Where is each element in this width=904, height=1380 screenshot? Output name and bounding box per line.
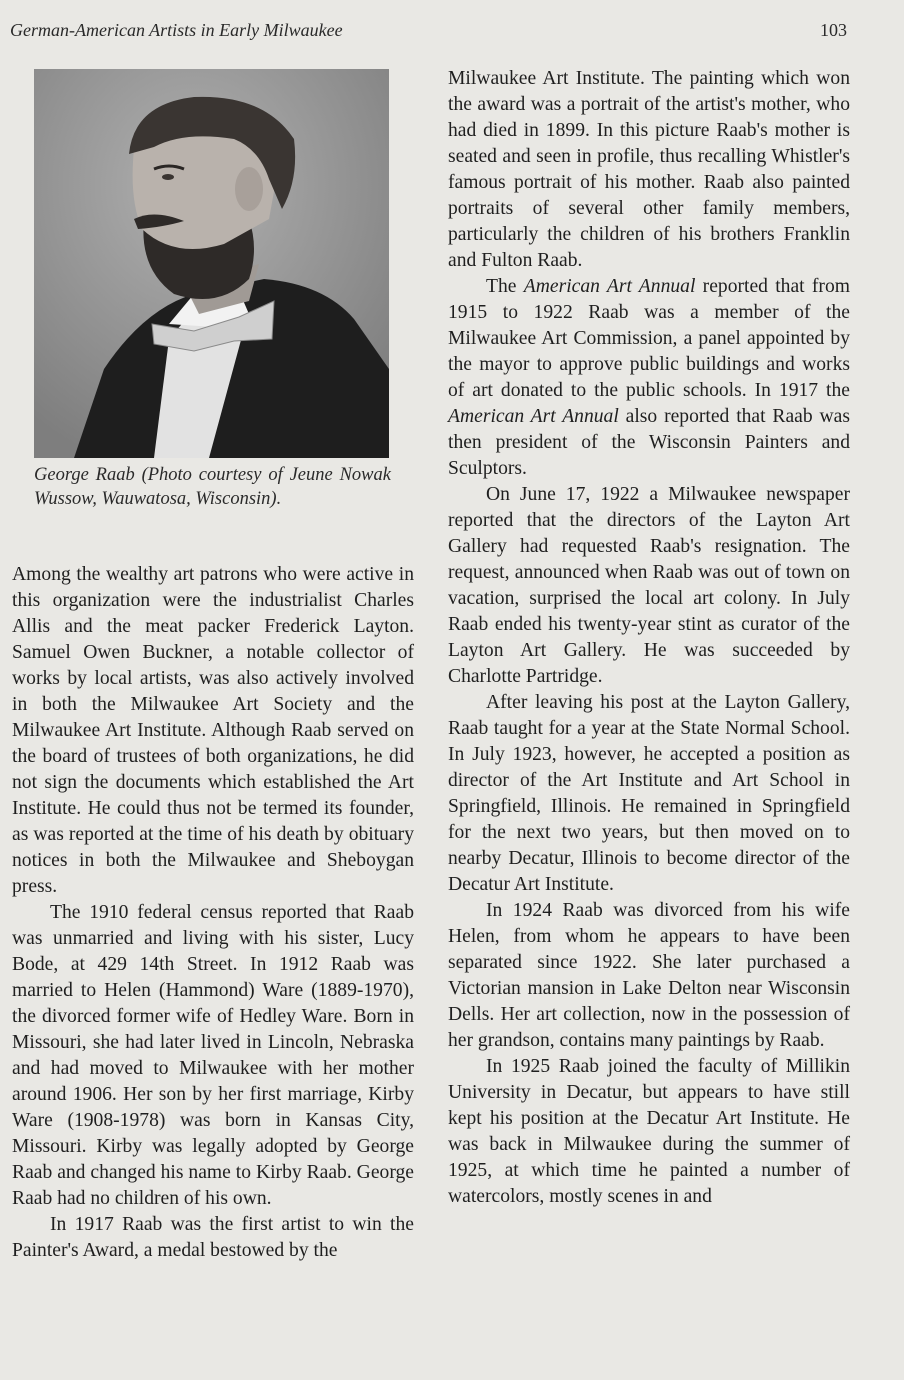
right-column [448,66,850,1210]
right-paragraph-1: Milwaukee Art Institute. The painting which won the award was a portrait of the artist's mother, who had died in 1899. In this picture Raab's mother is seated and seen in profile, thus recalling Whistler's famous portrait of his mother. Raab also painted portraits of several other family members, particularly the children of his brothers Franklin and Fulton Raab. [448,68,850,271]
left-paragraph-2: The 1910 federal census reported that Raab was unmarried and living with his sister, Lucy Bode, at 429 14th Street. In 1912 Raab was married to Helen (Hammond) Ware (1889-1970), the divorced former wife of Hedley Ware. Born in Missouri, she had later lived in Lincoln, Nebraska and had moved to Milwaukee with her mother around 1906. Her son by her first marriage, Kirby Ware (1908-1978) was born in Kansas City, Missouri. Kirby was legally adopted by George Raab and changed his name to Kirby Raab. George Raab had no children of his own. [12,902,414,1209]
paragraph-text: The [486,276,524,297]
right-paragraph-2 [448,274,850,482]
right-paragraph-6: In 1925 Raab joined the faculty of Millikin University in Decatur, but appears to have still kept his position at the Decatur Art Institute. He was back in Milwaukee during the summer of 1925, at which time he painted a number of watercolors, mostly scenes in and [448,1056,850,1207]
left-paragraph-3: In 1917 Raab was the first artist to win the Painter's Award, a medal bestowed by the [12,1214,414,1261]
right-paragraph-5: In 1924 Raab was divorced from his wife Helen, from whom he appears to have been separated since 1922. She later purchased a Victorian mansion in Lake Delton near Wisconsin Dells. Her art collection, now in the possession of her grandson, contains many paintings by Raab. [448,900,850,1051]
journal-title: American Art Annual [523,276,696,297]
figure-caption: George Raab (Photo courtesy of Jeune Nowak Wussow, Wauwatosa, Wisconsin). [34,465,391,509]
page-number: 103 [820,20,847,40]
journal-title: American Art Annual [448,406,619,427]
portrait-illustration [34,69,389,458]
left-paragraph-1: Among the wealthy art patrons who were active in this organization were the industrialist Charles Allis and the meat packer Frederick Layton. Samuel Owen Buckner, a notable collector of works by local artists, was also actively involved in both the Milwaukee Art Society and the Milwaukee Art Institute. Although Raab served on the board of trustees of both organizations, he did not sign the documents which established the Art Institute. He could thus not be termed its founder, as was reported at the time of his death by obituary notices in both the Milwaukee and Sheboygan press. [12,564,414,897]
paragraph-text: also reported that Raab was then president of the Wisconsin Painters and Sculptors. [448,406,850,479]
left-column [12,562,414,1264]
right-paragraph-3: On June 17, 1922 a Milwaukee newspaper reported that the directors of the Layton Art Gallery had requested Raab's resignation. The request, announced when Raab was out of town on vacation, surprised the local art colony. In July Raab ended his twenty-year stint as curator of the Layton Art Gallery. He was succeeded by Charlotte Partridge. [448,484,850,687]
portrait-photo [34,69,389,458]
paragraph-text: reported that from 1915 to 1922 Raab was a member of the Milwaukee Art Commission, a panel appointed by the mayor to approve public buildings and works of art donated to the public schools. In 1917 the [448,276,850,401]
right-paragraph-4: After leaving his post at the Layton Gallery, Raab taught for a year at the State Normal School. In July 1923, however, he accepted a position as director of the Art Institute and Art School in Springfield, Illinois. He remained in Springfield for the next two years, but then moved on to nearby Decatur, Illinois to become director of the Decatur Art Institute. [448,692,850,895]
running-head: German-American Artists in Early Milwaukee [10,20,343,40]
